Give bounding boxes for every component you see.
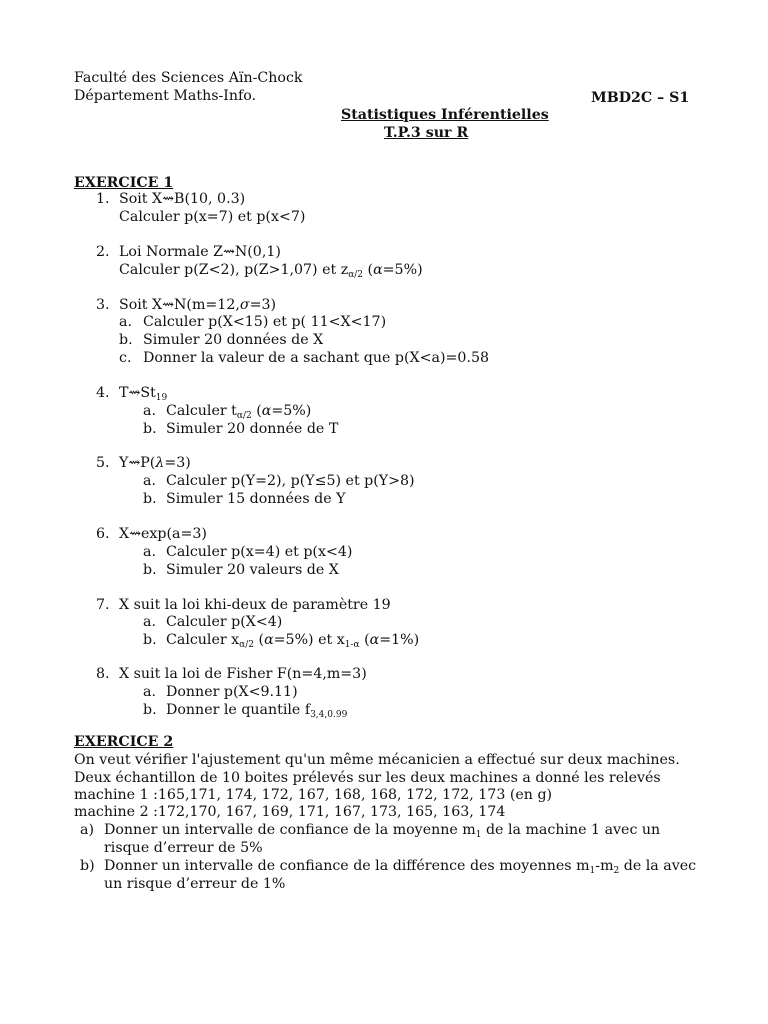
ex2-question-b-letter: b) bbox=[80, 858, 95, 874]
q4-item-text: Calculer $t_{\alpha/2}$ (α=5%) bbox=[166, 403, 312, 421]
q3-item-text: Donner la valeur de a sachant que p(X<a)=0.58 bbox=[143, 350, 490, 366]
q8-statement: X suit la loi de Fisher F(n=4,m=3) bbox=[119, 666, 367, 682]
ex2-machine1-data: machine 1 :165,171, 174, 172, 167, 168, 168, 172, 172, 173 (en g) bbox=[74, 787, 553, 803]
q4-statement: $T⇝St_{19}$ bbox=[119, 385, 168, 403]
document-title: Statistiques Inférentielles bbox=[341, 107, 549, 123]
q2-number: 2. bbox=[96, 244, 110, 260]
q7-item-letter: b. bbox=[143, 632, 157, 648]
q7-item-letter: a. bbox=[143, 614, 156, 630]
q1-statement: Soit X⇝B(10, 0.3) bbox=[119, 191, 246, 207]
q5-item-text: Simuler 15 données de Y bbox=[166, 491, 346, 507]
q5-item-letter: b. bbox=[143, 491, 157, 507]
q1-task: Calculer p(x=7) et p(x<7) bbox=[119, 209, 306, 225]
ex2-question-a-letter: a) bbox=[80, 822, 94, 838]
q7-item-text: Calculer p(X<4) bbox=[166, 614, 283, 630]
q8-item-text: Donner le quantile $f_{3,4,0.99}$ bbox=[166, 702, 348, 720]
q6-item-text: Calculer p(x=4) et p(x<4) bbox=[166, 544, 353, 560]
q4-item-letter: a. bbox=[143, 403, 156, 419]
follows-symbol: ⇝ bbox=[128, 455, 141, 471]
exercise-1-heading: EXERCICE 1 bbox=[74, 175, 174, 191]
ex2-question-b-cont: un risque d’erreur de 1% bbox=[104, 876, 286, 892]
q2-task: Calculer p(Z<2), p(Z>1,07) et $z_{\alpha/2}$ (α=5%) bbox=[119, 262, 423, 280]
ex2-question-a-cont: risque d’erreur de 5% bbox=[104, 840, 263, 856]
q3-number: 3. bbox=[96, 297, 110, 313]
q1-number: 1. bbox=[96, 191, 110, 207]
follows-symbol: ⇝ bbox=[129, 526, 141, 542]
follows-symbol: ⇝ bbox=[162, 191, 175, 207]
q5-item-letter: a. bbox=[143, 473, 156, 489]
follows-symbol: ⇝ bbox=[162, 297, 175, 313]
ex2-intro-line: On veut vérifier l'ajustement qu'un même mécanicien a effectué sur deux machines. bbox=[74, 752, 680, 768]
department-name: Département Maths-Info. bbox=[74, 88, 257, 104]
ex2-intro-line: Deux échantillon de 10 boites prélevés sur les deux machines a donné les relevés bbox=[74, 770, 661, 786]
q7-statement: X suit la loi khi-deux de paramètre 19 bbox=[119, 597, 391, 613]
q5-item-text: Calculer p(Y=2), p(Y≤5) et p(Y>8) bbox=[166, 473, 415, 489]
q3-item-letter: c. bbox=[119, 350, 132, 366]
q3-item-text: Calculer p(X<15) et p( 11<X<17) bbox=[143, 314, 387, 330]
follows-symbol: ⇝ bbox=[128, 385, 141, 401]
q8-item-text: Donner p(X<9.11) bbox=[166, 684, 298, 700]
q3-item-text: Simuler 20 données de X bbox=[143, 332, 324, 348]
q6-number: 6. bbox=[96, 526, 110, 542]
ex2-question-a: Donner un intervalle de confiance de la moyenne $m_1$ de la machine 1 avec un bbox=[104, 822, 661, 840]
q4-item-text: Simuler 20 donnée de T bbox=[166, 421, 339, 437]
q4-item-letter: b. bbox=[143, 421, 157, 437]
q7-number: 7. bbox=[96, 597, 110, 613]
q5-statement: Y⇝P(λ=3) bbox=[119, 455, 191, 471]
q6-item-text: Simuler 20 valeurs de X bbox=[166, 562, 339, 578]
course-code: MBD2C – S1 bbox=[591, 90, 690, 106]
exercise-2-heading: EXERCICE 2 bbox=[74, 734, 174, 750]
follows-symbol: ⇝ bbox=[222, 244, 235, 260]
q8-item-letter: a. bbox=[143, 684, 156, 700]
q8-number: 8. bbox=[96, 666, 110, 682]
q4-number: 4. bbox=[96, 385, 110, 401]
q3-item-letter: b. bbox=[119, 332, 133, 348]
document-subtitle: T.P.3 sur R bbox=[384, 125, 469, 141]
faculty-name: Faculté des Sciences Aïn-Chock bbox=[74, 70, 303, 86]
q7-item-text: Calculer $x_{\alpha/2}$ (α=5%) et $x_{1-\alpha}$ (α=1%) bbox=[166, 632, 420, 650]
ex2-machine2-data: machine 2 :172,170, 167, 169, 171, 167, 173, 165, 163, 174 bbox=[74, 804, 506, 820]
q6-item-letter: b. bbox=[143, 562, 157, 578]
q3-item-letter: a. bbox=[119, 314, 132, 330]
q6-item-letter: a. bbox=[143, 544, 156, 560]
q6-statement: X⇝exp(a=3) bbox=[119, 526, 207, 542]
q3-statement: Soit X⇝N(m=12,σ=3) bbox=[119, 297, 277, 313]
q2-statement: Loi Normale Z⇝N(0,1) bbox=[119, 244, 281, 260]
ex2-question-b: Donner un intervalle de confiance de la différence des moyennes $m_1-m_2$ de la avec bbox=[104, 858, 697, 876]
q8-item-letter: b. bbox=[143, 702, 157, 718]
q5-number: 5. bbox=[96, 455, 110, 471]
